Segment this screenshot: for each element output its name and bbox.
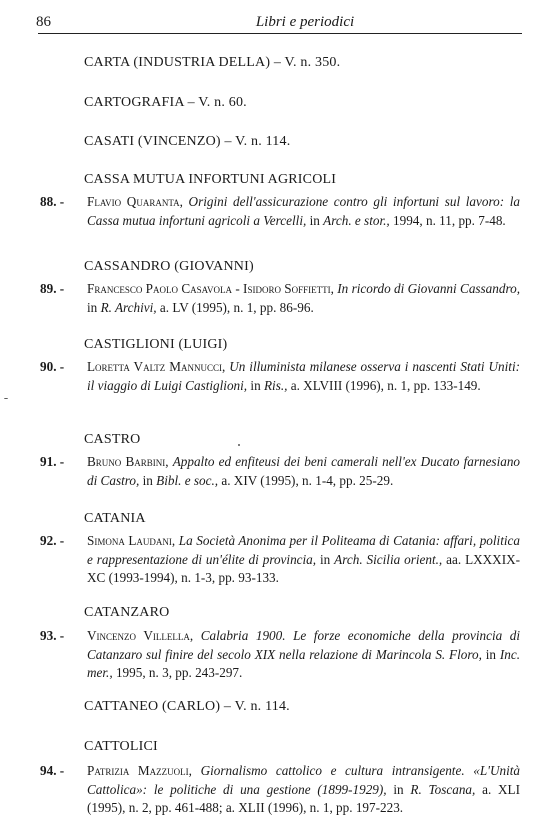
- entry-title: Un illuminista milanese osserva i nascenti Stati Uniti: il viaggio di Luigi Castiglioni,: [87, 359, 520, 393]
- entry-in: in: [481, 646, 500, 662]
- entry-number: 91. -: [40, 454, 65, 469]
- heading-cassandro: CASSANDRO (GIOVANNI): [84, 259, 254, 274]
- entry-number: 93. -: [40, 628, 65, 643]
- entry-91: [40, 453, 520, 490]
- entry-body: [87, 280, 520, 317]
- entry-94: [40, 762, 520, 818]
- entry-in: in: [247, 377, 264, 393]
- entry-92: [40, 532, 520, 588]
- heading-catania: CATANIA: [84, 511, 146, 526]
- entry-author: Loretta Valtz Mannucci,: [87, 359, 226, 374]
- entry-author: Vincenzo Villella,: [87, 628, 194, 643]
- heading-cattolici: CATTOLICI: [84, 739, 158, 754]
- entry-in: in: [386, 781, 411, 797]
- entry-number: 89. -: [40, 281, 65, 296]
- running-title: Libri e periodici: [255, 14, 355, 30]
- entry-source: R. Toscana,: [410, 781, 476, 797]
- entry-title: Calabria 1900. Le forze economiche della provincia di Catanzaro sul finire del secolo XIX nella relazione di Marincola S. Floro,: [87, 628, 520, 662]
- entry-author: Francesco Paolo Casavola - Isidoro Soffietti,: [87, 281, 334, 296]
- entry-88: [40, 193, 520, 230]
- heading-casati: CASATI (VINCENZO) – V. n. 114.: [84, 134, 291, 149]
- entry-details: aa. LXXXIX-XC (1993-1994), n. 1-3, pp. 93-133.: [87, 551, 520, 585]
- entry-details: a. XIV (1995), n. 1-4, pp. 25-29.: [218, 472, 394, 488]
- entry-author: Bruno Barbini,: [87, 454, 169, 469]
- entry-body: [87, 532, 520, 588]
- heading-cassa-mutua: CASSA MUTUA INFORTUNI AGRICOLI: [84, 172, 337, 187]
- header-rule: [38, 33, 522, 34]
- entry-details: a. XLI (1995), n. 2, pp. 461-488; a. XLII (1996), n. 1, pp. 197-223.: [87, 781, 520, 815]
- entry-90: [40, 358, 520, 395]
- heading-cartografia: CARTOGRAFIA – V. n. 60.: [84, 95, 247, 110]
- entry-number: 92. -: [40, 533, 65, 548]
- scan-speck: [238, 444, 240, 446]
- entry-source: Arch. e stor.,: [323, 212, 390, 228]
- entry-details: a. LV (1995), n. 1, pp. 86-96.: [156, 299, 314, 315]
- entry-title: Appalto ed enfiteusi dei beni camerali nell'ex Ducato farnesiano di Castro,: [87, 454, 521, 488]
- entry-89: [40, 280, 520, 317]
- page-number: 86: [36, 14, 51, 30]
- entry-details: a. XLVIII (1996), n. 1, pp. 133-149.: [287, 377, 481, 393]
- heading-castiglioni: CASTIGLIONI (LUIGI): [84, 337, 228, 352]
- entry-source: Arch. Sicilia orient.,: [334, 551, 443, 567]
- entry-title: Origini dell'assicurazione contro gli infortuni sul lavoro: la Cassa mutua infortuni agricoli a Vercelli,: [87, 194, 520, 228]
- entry-source: Inc. mer.,: [87, 646, 520, 680]
- entry-details: 1994, n. 11, pp. 7-48.: [389, 212, 506, 228]
- entry-details: 1995, n. 3, pp. 243-297.: [112, 665, 243, 680]
- entry-body: [87, 193, 520, 230]
- heading-catanzaro: CATANZARO: [84, 605, 170, 620]
- entry-title: Giornalismo cattolico e cultura intransigente. «L'Unità Cattolica»: le politiche di una gestione (1899-1929),: [87, 763, 521, 797]
- entry-in: in: [87, 299, 101, 315]
- scan-speck: [4, 398, 8, 399]
- entry-in: in: [306, 212, 324, 228]
- entry-body: [87, 453, 520, 490]
- entry-number: 94. -: [40, 763, 65, 778]
- entry-body: [87, 627, 520, 683]
- heading-carta: CARTA (INDUSTRIA DELLA) – V. n. 350.: [84, 55, 341, 70]
- entry-number: 90. -: [40, 359, 65, 374]
- entry-title: La Società Anonima per il Politeama di Catania: affari, politica e rappresentazione di un'élite di provincia,: [87, 533, 520, 567]
- entry-source: R. Archivi,: [100, 299, 157, 315]
- heading-castro: CASTRO: [84, 432, 141, 447]
- entry-author: Flavio Quaranta,: [87, 194, 183, 209]
- entry-source: Bibl. e soc.,: [156, 472, 219, 488]
- entry-source: Ris.,: [263, 377, 288, 393]
- entry-in: in: [316, 551, 335, 567]
- entry-author: Patrizia Mazzuoli,: [87, 763, 192, 778]
- entry-body: [87, 762, 520, 818]
- entry-93: [40, 627, 520, 683]
- heading-cattaneo: CATTANEO (CARLO) – V. n. 114.: [84, 699, 290, 714]
- entry-in: in: [139, 472, 157, 488]
- entry-body: [87, 358, 520, 395]
- entry-title: In ricordo di Giovanni Cassandro,: [337, 281, 520, 296]
- entry-number: 88. -: [40, 194, 65, 209]
- entry-author: Simona Laudani,: [87, 533, 176, 548]
